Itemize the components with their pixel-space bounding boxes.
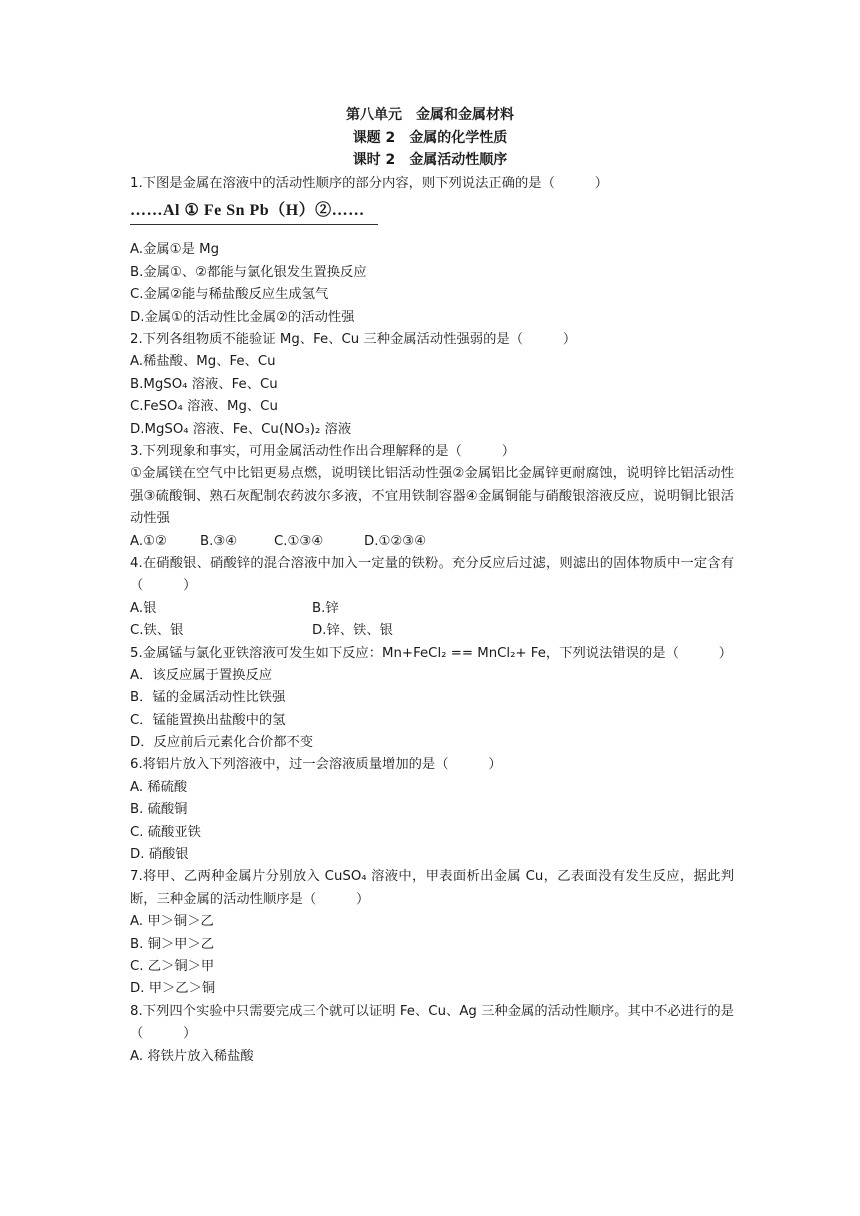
q3-option-c: C.①③④ — [274, 533, 324, 549]
unit-title: 第八单元 金属和金属材料 — [346, 107, 514, 123]
q2-option-a: A.稀盐酸、Mg、Fe、Cu — [130, 354, 276, 370]
questions — [130, 173, 734, 1068]
q8-option-a: A. 将铁片放入稀盐酸 — [130, 1048, 254, 1064]
q8-stem: 8.下列四个实验中只需要完成三个就可以证明 Fe、Cu、Ag 三种金属的活动性顺序。其中不必进行的是（ ） — [130, 1003, 734, 1042]
q4-option-b: B.锌 — [312, 600, 339, 616]
q5-option-b: B．锰的金属活动性比铁强 — [130, 690, 286, 706]
activity-series-figure — [130, 195, 734, 229]
q2-option-d: D.MgSO₄ 溶液、Fe、Cu(NO₃)₂ 溶液 — [130, 421, 352, 437]
q4-option-a: A.银 — [130, 600, 157, 616]
header — [0, 104, 860, 172]
q3-options — [130, 531, 734, 553]
q1-option-d: D.金属①的活动性比金属②的活动性强 — [130, 309, 355, 325]
q4-option-d: D.锌、铁、银 — [312, 623, 393, 639]
q4-option-c: C.铁、银 — [130, 623, 184, 639]
q4-options-row-2 — [130, 620, 734, 642]
q2-option-c: C.FeSO₄ 溶液、Mg、Cu — [130, 399, 278, 415]
q6-option-c: C. 硫酸亚铁 — [130, 824, 201, 840]
q3-stem: 3.下列现象和事实，可用金属活动性作出合理解释的是（ ） — [130, 443, 515, 459]
figure-underline — [130, 224, 378, 225]
activity-series-text: ……Al ① Fe Sn Pb（H）②…… — [130, 201, 365, 219]
q3-statements: ①金属镁在空气中比铝更易点燃，说明镁比铝活动性强②金属铝比金属锌更耐腐蚀，说明锌比铝活动性强③硫酸铜、熟石灰配制农药波尔多液，不宜用铁制容器④金属铜能与硝酸银溶液反应，说明铜比银活动性强 — [130, 466, 734, 527]
q2-option-b: B.MgSO₄ 溶液、Fe、Cu — [130, 376, 278, 392]
q5-stem: 5.金属锰与氯化亚铁溶液可发生如下反应：Mn+FeCl₂ == MnCl₂+ Fe，下列说法错误的是（ ） — [130, 645, 733, 661]
q7-option-d: D. 甲＞乙＞铜 — [130, 981, 216, 997]
q6-option-b: B. 硫酸铜 — [130, 802, 188, 818]
q7-option-c: C. 乙＞铜＞甲 — [130, 959, 215, 975]
q4-options-row-1 — [130, 598, 734, 620]
q4-stem: 4.在硝酸银、硝酸锌的混合溶液中加入一定量的铁粉。充分反应后过滤，则滤出的固体物质中一定含有（ ） — [130, 555, 734, 594]
q5-option-a: A．该反应属于置换反应 — [130, 667, 273, 683]
q3-option-d: D.①②③④ — [364, 533, 427, 549]
q6-option-a: A. 稀硫酸 — [130, 779, 188, 795]
q6-stem: 6.将铝片放入下列溶液中，过一会溶液质量增加的是（ ） — [130, 757, 502, 773]
q6-option-d: D. 硝酸银 — [130, 847, 189, 863]
q1-option-c: C.金属②能与稀盐酸反应生成氢气 — [130, 287, 329, 303]
q3-option-a: A.①② — [130, 533, 167, 549]
lesson-title: 课时 2 金属活动性顺序 — [352, 152, 508, 168]
q1-option-b: B.金属①、②都能与氯化银发生置换反应 — [130, 264, 367, 280]
q7-stem: 7.将甲、乙两种金属片分别放入 CuSO₄ 溶液中，甲表面析出金属 Cu，乙表面没有发生反应，据此判断，三种金属的活动性顺序是（ ） — [130, 869, 734, 907]
q1-stem: 1.下图是金属在溶液中的活动性顺序的部分内容，则下列说法正确的是（ ） — [130, 176, 609, 191]
q3-option-b: B.③④ — [200, 533, 238, 549]
q5-option-c: C．锰能置换出盐酸中的氢 — [130, 712, 286, 728]
q2-stem: 2.下列各组物质不能验证 Mg、Fe、Cu 三种金属活动性强弱的是（ ） — [130, 331, 577, 347]
q1-option-a: A.金属①是 Mg — [130, 242, 220, 258]
q7-option-b: B. 铜＞甲＞乙 — [130, 936, 215, 952]
topic-title: 课题 2 金属的化学性质 — [352, 129, 508, 146]
q5-option-d: D．反应前后元素化合价都不变 — [130, 735, 314, 751]
q7-option-a: A. 甲＞铜＞乙 — [130, 914, 214, 930]
